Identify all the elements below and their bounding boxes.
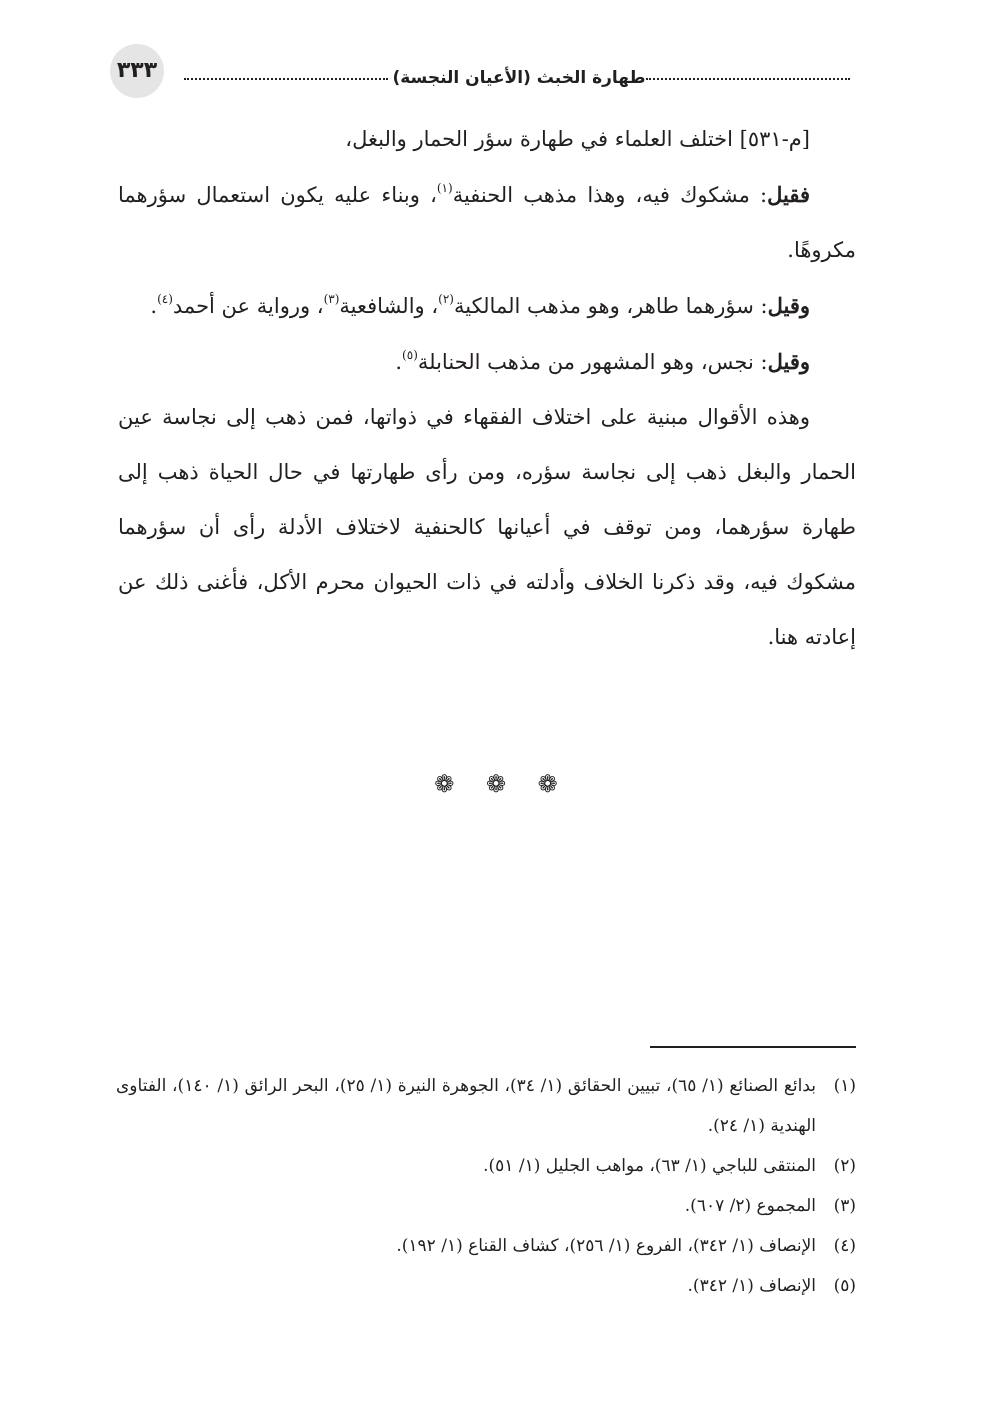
footnote-ref: (١) xyxy=(436,181,453,195)
paragraph-explanation xyxy=(118,390,856,665)
footnote-ref: (٣) xyxy=(323,292,340,306)
footnote-separator xyxy=(650,1046,856,1048)
footnote-number: (٣) xyxy=(833,1196,856,1216)
opinion-lead: وقيل xyxy=(767,349,810,374)
opinion-text: ، وبناء عليه يكون استعمال سؤرهما مكروهًا. xyxy=(118,183,856,262)
footnote-number: (٢) xyxy=(833,1156,856,1176)
opinion-text: ، والشافعية xyxy=(339,294,439,318)
opinion-text: : مشكوك فيه، وهذا مذهب الحنفية xyxy=(452,183,768,207)
page-number: ٣٣٣ xyxy=(110,44,164,98)
footnote-item xyxy=(116,1266,856,1306)
footnote-text: الإنصاف (١/ ٣٤٢)، الفروع (١/ ٢٥٦)، كشاف القناع (١/ ١٩٢). xyxy=(396,1236,816,1256)
footnote-item xyxy=(116,1186,856,1226)
footnote-item xyxy=(116,1066,856,1146)
main-text xyxy=(118,112,856,665)
footnote-text: المجموع (٢/ ٦٠٧). xyxy=(684,1196,816,1216)
footnote-number: (١) xyxy=(833,1076,856,1096)
page-header xyxy=(110,44,850,104)
leader-dots-left xyxy=(184,78,388,80)
issue-text: [م-٥٣١] اختلف العلماء في طهارة سؤر الحمار والبغل، xyxy=(345,127,810,151)
opinion-text: ، ورواية عن أحمد xyxy=(172,294,324,318)
paragraph-opinion-3 xyxy=(118,334,856,390)
opinion-text: . xyxy=(395,350,403,374)
footnote-text: الإنصاف (١/ ٣٤٢). xyxy=(687,1276,816,1296)
running-head xyxy=(184,52,850,88)
footnote-item xyxy=(116,1146,856,1186)
footnote-number: (٤) xyxy=(833,1236,856,1256)
opinion-text: : نجس، وهو المشهور من مذهب الحنابلة xyxy=(417,350,768,374)
section-ornament: ❁ ❁ ❁ xyxy=(434,770,570,798)
opinion-text: : سؤرهما طاهر، وهو مذهب المالكية xyxy=(453,294,768,318)
footnote-text: المنتقى للباجي (١/ ٦٣)، مواهب الجليل (١/ ٥١). xyxy=(483,1156,816,1176)
footnote-ref: (٢) xyxy=(438,292,454,306)
paragraph-issue xyxy=(118,112,856,167)
opinion-lead: فقيل xyxy=(767,182,810,207)
footnote-ref: (٤) xyxy=(157,292,173,306)
explanation-text: وهذه الأقوال مبنية على اختلاف الفقهاء في ذواتها، فمن ذهب إلى نجاسة عين الحمار والبغل ذهب إلى نجاسة سؤره، ومن رأى طهارتها في حال الحياة ذهب إلى طهارة سؤرهما، ومن توقف في أعيانها كالحنفية لاختلاف الأدلة رأى أن سؤرهما مشكوك فيه، وقد ذكرنا الخلاف وأدلته في ذات الحيوان محرم الأكل، فأغنى ذلك عن إعادته هنا. xyxy=(118,405,856,649)
footnote-item xyxy=(116,1226,856,1266)
footnote-text: بدائع الصنائع (١/ ٦٥)، تبيين الحقائق (١/ ٣٤)، الجوهرة النيرة (١/ ٢٥)، البحر الرائق (١/ ١٤٠)، الفتاوى الهندية (١/ ٢٤). xyxy=(116,1076,816,1136)
paragraph-opinion-1 xyxy=(118,167,856,278)
footnote-ref: (٥) xyxy=(402,348,418,362)
footnotes xyxy=(116,1066,856,1306)
opinion-lead: وقيل xyxy=(767,293,810,318)
running-title: طهارة الخبث (الأعيان النجسة) xyxy=(392,68,646,88)
footnote-number: (٥) xyxy=(833,1276,856,1296)
opinion-text: . xyxy=(150,294,158,318)
paragraph-opinion-2 xyxy=(118,278,856,334)
leader-dots-right xyxy=(646,78,850,80)
